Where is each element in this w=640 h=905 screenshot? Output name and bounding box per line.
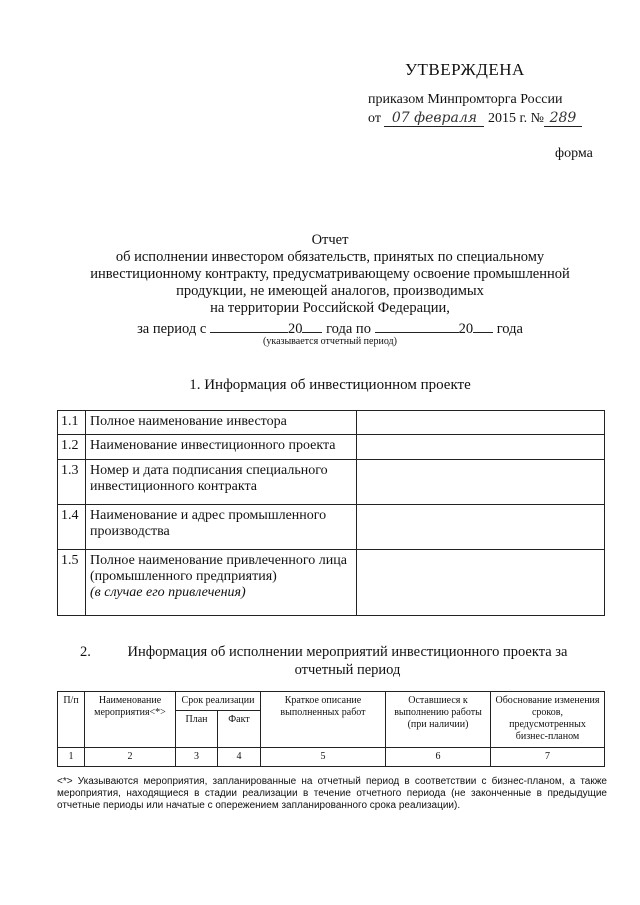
column-number: 5 [261,748,386,767]
row-label: Наименование и адрес промышленного производства [86,505,357,550]
period-note: (указывается отчетный период) [263,336,397,347]
column-number: 2 [85,748,176,767]
table-row [58,550,605,616]
row-note: (в случае его привлечения) [90,585,246,600]
row-number: 1.2 [58,435,86,460]
period-start-year-field[interactable] [302,318,322,333]
form-label: форма [555,146,593,161]
column-number-row [58,748,605,767]
approval-heading: УТВЕРЖДЕНА [405,60,525,79]
section2-title-text: Информация об исполнении мероприятий инвестиционного проекта за отчетный период [127,644,568,678]
activities-table [57,691,605,767]
header-remaining: Оставшиеся к выполнению работы (при наличии) [386,692,491,748]
report-title-line: Отчет [311,232,349,248]
column-number: 3 [176,748,218,767]
report-title [90,232,570,317]
period-year-prefix: 20 [287,321,303,337]
reporting-period [90,318,570,338]
column-number: 6 [386,748,491,767]
order-reference: приказом Минпромторга России [368,92,563,107]
table-row [58,505,605,550]
table-row [58,435,605,460]
table-row [58,411,605,435]
header-fact: Факт [218,711,261,748]
row-label: Полное наименование инвестора [86,411,357,435]
value-cell[interactable] [357,460,605,505]
row-number: 1.5 [58,550,86,616]
header-plan: План [176,711,218,748]
value-cell[interactable] [357,411,605,435]
report-title-line: инвестиционному контракту, предусматривающему освоение промышленной [90,266,570,282]
table-header-row [58,692,605,711]
order-date-line [368,110,582,127]
section2-number: 2. [80,644,91,660]
order-year: 2015 г. № [487,111,544,126]
report-title-line: об исполнении инвестором обязательств, принятых по специальному [115,249,545,265]
header-pp: П/п [58,692,85,748]
header-brief: Краткое описание выполненных работ [261,692,386,748]
investment-project-table [57,410,605,616]
handwritten-date: 07 февраля [384,110,484,127]
row-number: 1.4 [58,505,86,550]
column-number: 1 [58,748,85,767]
value-cell[interactable] [357,550,605,616]
handwritten-order-number: 289 [544,110,582,127]
footnote: <*> Указываются мероприятия, запланированные на отчетный период в соответствии с бизнес-планом, а также мероприятия, находящиеся в стадии реализации в течение отчетного периода (не законченные в предыдущие отчетные периоды или начатые с опережением запланированного срока реализации). [57,776,607,811]
report-title-line: на территории Российской Федерации, [210,300,450,316]
header-term: Срок реализации [176,692,261,711]
value-cell[interactable] [357,505,605,550]
section1-title: 1. Информация об инвестиционном проекте [189,377,471,393]
header-name: Наименование мероприятия<*> [85,692,176,748]
date-prefix: от [368,111,381,126]
row-label: Наименование инвестиционного проекта [86,435,357,460]
period-end-year-field[interactable] [473,318,493,333]
row-number: 1.1 [58,411,86,435]
period-start-field[interactable] [210,318,288,333]
header-justification: Обоснование изменения сроков, предусмотренных бизнес-планом [491,692,605,748]
value-cell[interactable] [357,435,605,460]
row-label: Номер и дата подписания специального инвестиционного контракта [86,460,357,505]
report-title-line: продукции, не имеющей аналогов, производимых [176,283,484,299]
table-row [58,460,605,505]
row-label-cell [86,550,357,616]
period-year-prefix: 20 [458,321,474,337]
period-from-label: за период с [137,321,207,337]
period-to-label: года по [326,321,371,337]
period-end-label: года [496,321,523,337]
row-label: Полное наименование привлеченного лица (промышленного предприятия) [90,553,347,584]
column-number: 7 [491,748,605,767]
row-number: 1.3 [58,460,86,505]
column-number: 4 [218,748,261,767]
period-end-field[interactable] [375,318,459,333]
